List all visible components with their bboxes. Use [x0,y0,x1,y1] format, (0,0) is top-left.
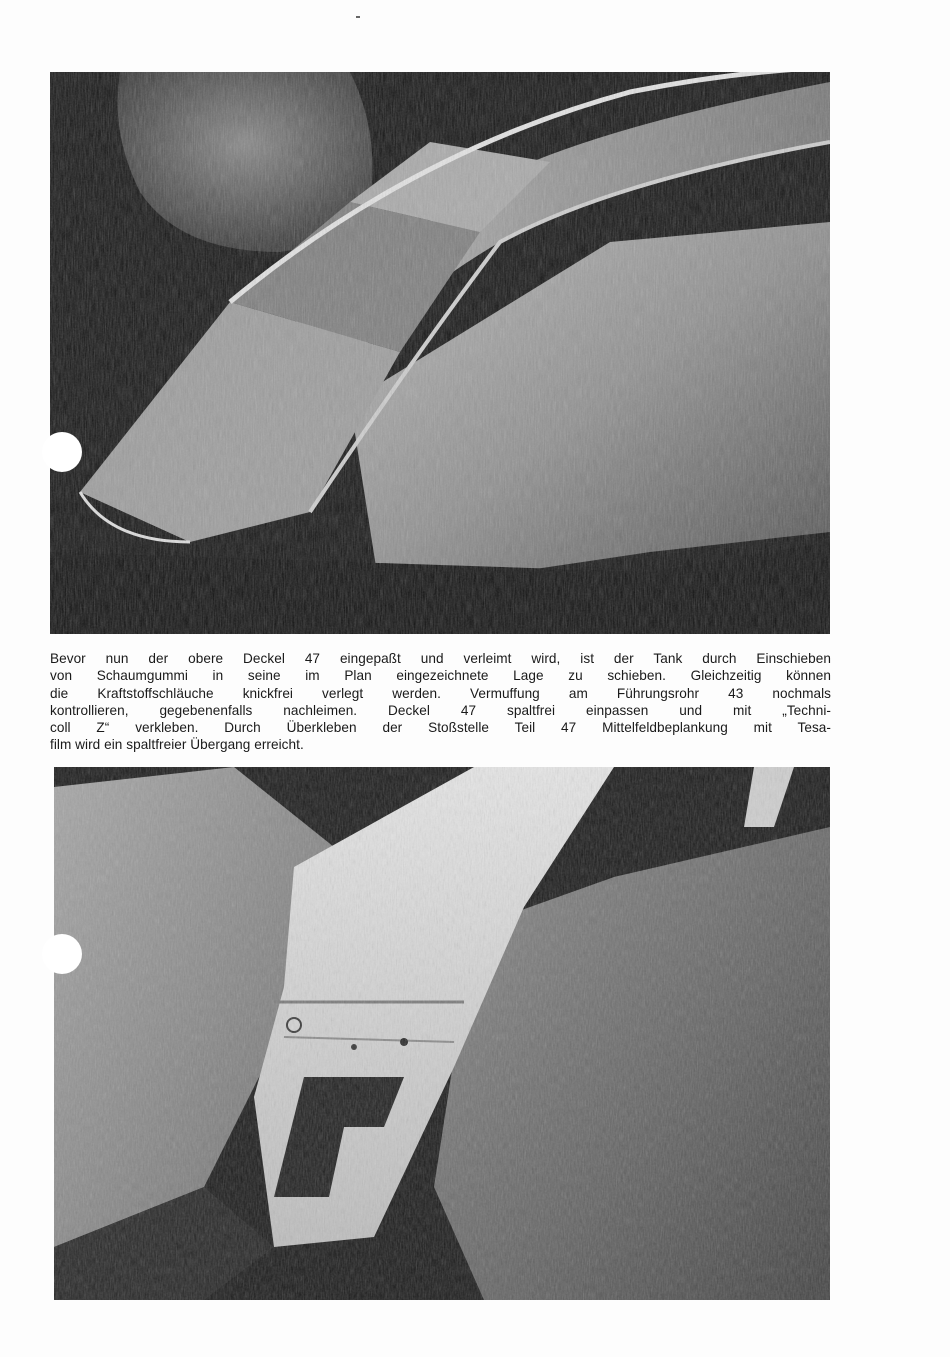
caption-paragraph [50,650,831,754]
punch-hole-bottom [42,934,82,974]
caption-line: Bevor nun der obere Deckel 47 eingepaßt und verleimt wird, ist der Tank durch Einschieben [50,651,831,666]
caption-line: film wird ein spaltfreier Übergang erreicht. [50,737,304,753]
caption-line: die Kraftstoffschläuche knickfrei verlegt werden. Vermuffung am Führungsrohr 43 nochmals [50,685,831,701]
punch-hole-top [42,432,82,472]
bottom-photo-image [54,767,830,1300]
caption-line: kontrollieren, gegebenenfalls nachleimen. Deckel 47 spaltfrei einpassen und mit „Techni- [50,702,831,718]
top-photo [50,72,830,634]
caption-line: coll Z“ verkleben. Durch Überkleben der Stoßstelle Teil 47 Mittelfeldbeplankung mit Tesa- [50,720,831,736]
caption-line: von Schaumgummi in seine im Plan eingezeichnete Lage zu schieben. Gleichzeitig können [50,668,831,684]
bottom-photo [54,767,830,1300]
scan-speck [356,16,360,18]
top-photo-image [50,72,830,634]
